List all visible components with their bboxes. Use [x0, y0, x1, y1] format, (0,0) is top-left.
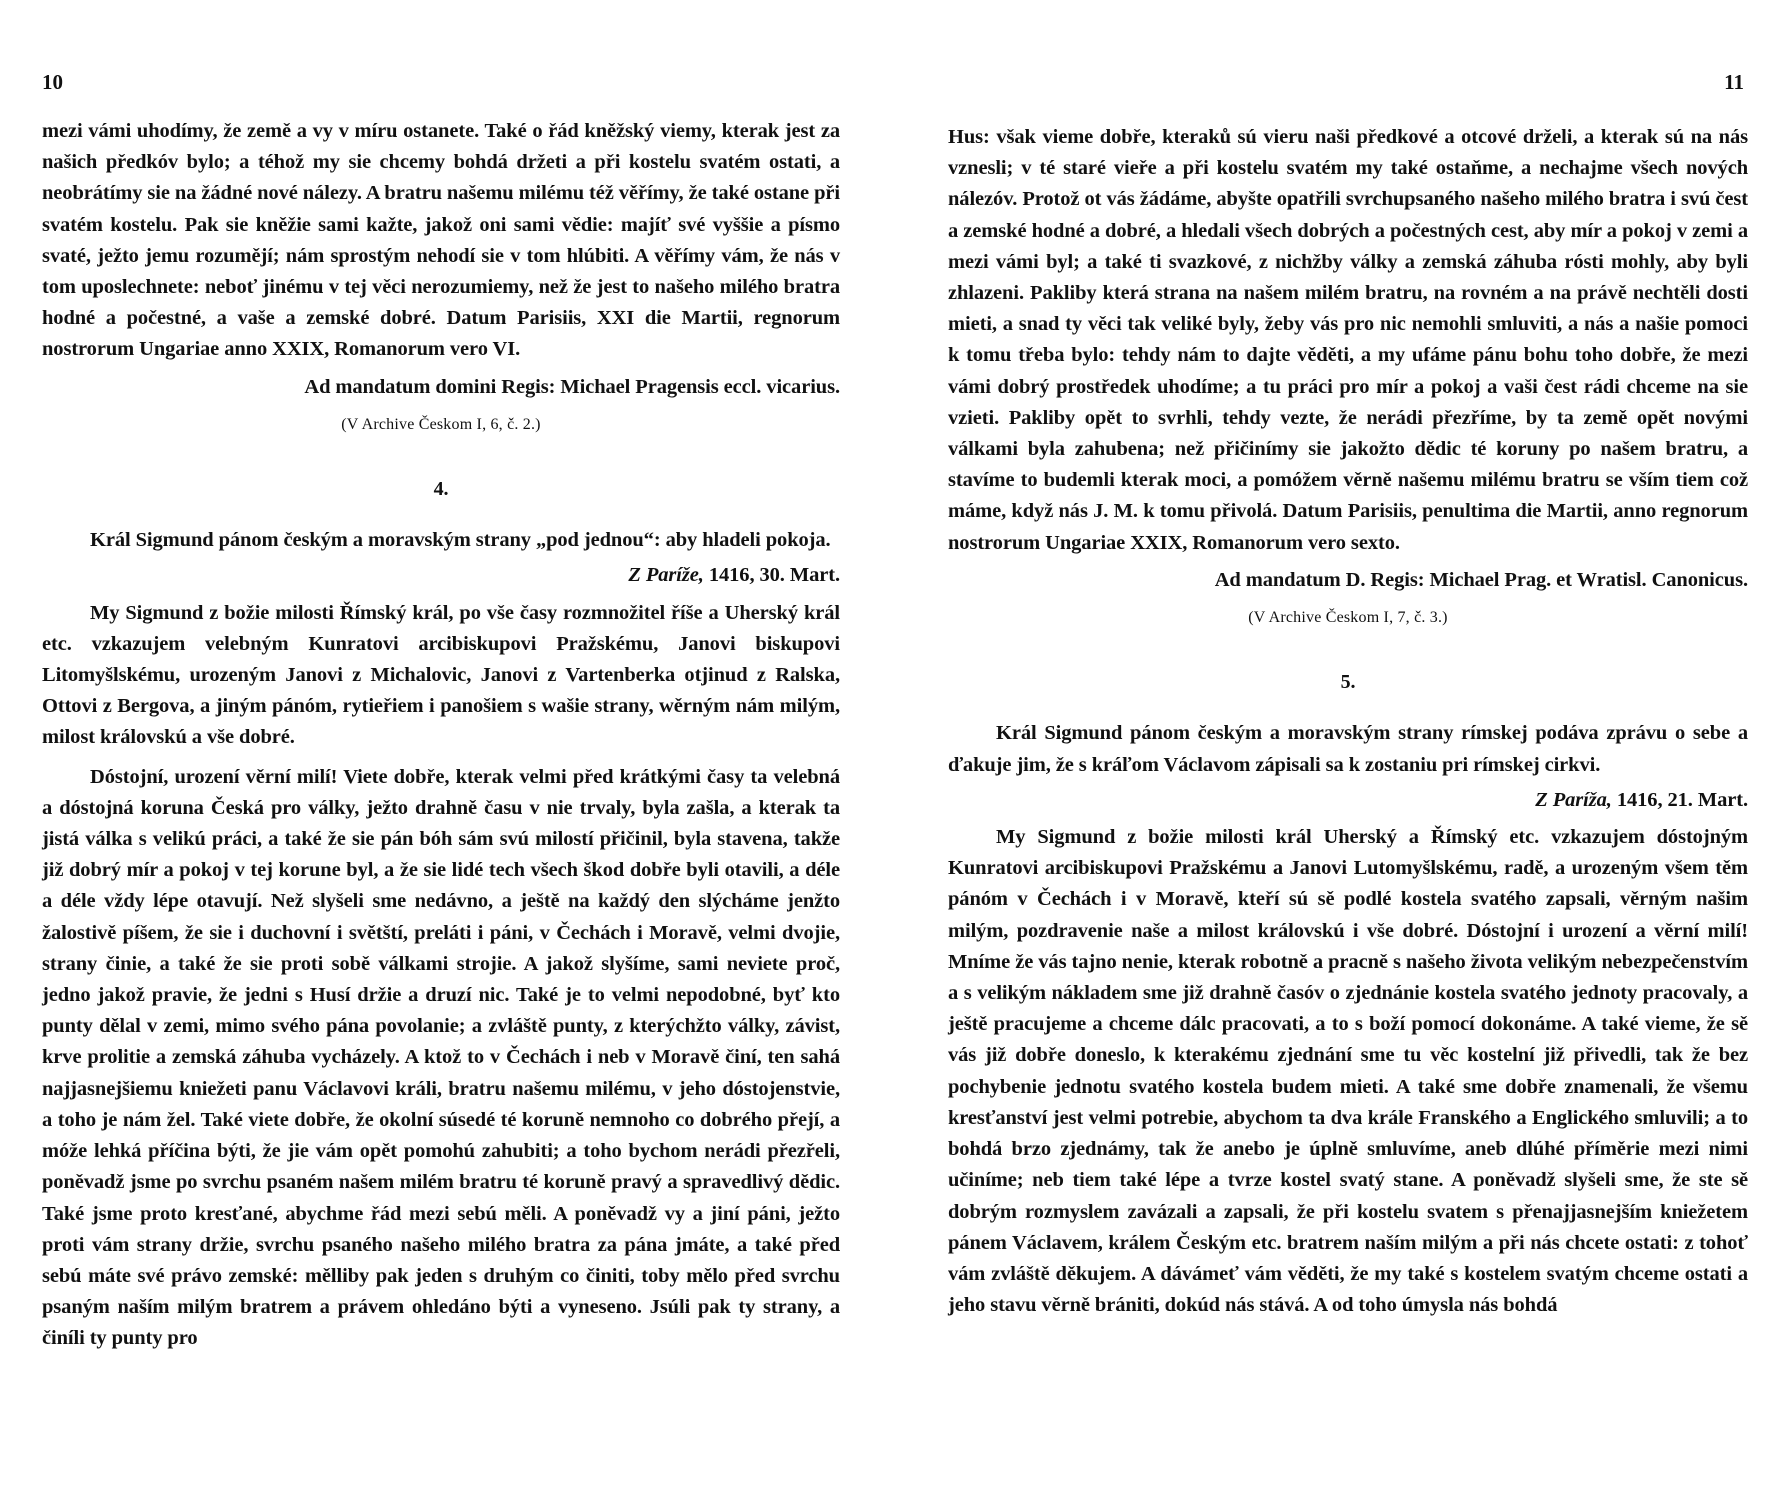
left-paragraph-2: My Sigmund z božie milosti Římský král, po vše časy rozmnožitel říše a Uherský král etc. vzkazujem velebným Kunratovi arcibiskupovi Pražskému, Janovi biskupovi Litomyšlskému, urozeným Janovi z Michalovic, Janovi z Vartenberka otjinud z Ralska, Ottovi z Bergova, a jiným pánóm, rytieřiem i panošiem s wašie strany, wěrným nám milým, milost královskú a vše dobré. — [42, 601, 840, 749]
left-signoff: Ad mandatum domini Regis: Michael Pragensis eccl. vicarius. — [304, 375, 840, 398]
right-paragraph-1: Hus: však vieme dobře, kteraků sú vieru naši předkové a otcové drželi, a kterak sú na nás vznesli; v té staré vieře a při kostelu svatém my také ostaňme, a nechajme všech nových nálezóv. Protož ot vás žádáme, abyšte opatřili svrchupsaného našeho milého bratra i svú čest a zemské hodné a dobré, a hledali všech dobrých a počestných cest, aby mír a pokoj v zemi a mezi vámi byl; a také ti svazkové, z nichžby války a zemská záhuba rósti mohly, aby byli zhlazeni. Pakliby která strana na našem milém bratru, na rovném a na právě nechtěli dosti mieti, a snad ty věci tak veliké byly, žeby vás pro nic nemohli smluviti, a nás a našie pomoci k tomu třeba bylo: tehdy nám to dajte věděti, a my ufáme pánu bohu toho dobře, že mezi vámi dobrý prostředek uhodíme; a tu práci pro mír a pokoj a vaši čest rádi chceme na sie vzieti. Pakliby opět to svrhli, tehdy vezte, že nerádi přezříme, by ta země opět novými válkami byla zahubena; než přičinímy sie jakožto dědic té koruny po našem bratru, a stavíme to budemli kterak moci, a pomóžem věrně našemu milému bratru se vším tiem což máme, když nás J. M. k tomu přivolá. Datum Parisiis, penultima die Martii, anno regnorum nostrorum Ungariae XXIX, Romanorum vero sexto. — [948, 126, 1748, 554]
document-number-5: 5. — [1340, 671, 1356, 694]
document-5-heading: Král Sigmund pánom českým a moravským strany rímskej podáva zprávu o sebe a ďakuje jim, že s kráľom Václavom zápisali sa k zostaniu pri rímskej cirkvi. — [948, 722, 1748, 776]
right-page-body — [948, 122, 1748, 1321]
page-number-right: 11 — [1724, 70, 1744, 94]
document-4-place-date — [42, 560, 840, 591]
left-page-body — [42, 116, 840, 1355]
document-5-date: 1416, 21. Mart. — [1616, 788, 1748, 811]
document-4-date: 1416, 30. Mart. — [708, 564, 840, 587]
document-5-place: Z Paríža, — [1535, 788, 1612, 811]
left-paragraph-1: mezi vámi uhodímy, že země a vy v míru ostanete. Také o řád kněžský viemy, kterak jest za našich předkóv bylo; a téhož my sie chcemy bohdá držeti a při kostelu svatém ostati, a neobrátímy sie na žádné nové nálezy. A bratru našemu milému též věřímy, že také ostane při svatém kostelu. Pak sie kněžie sami kažte, jakož oni sami vědie: majíť své vyššie a písmo svaté, ježto jemu rozumějí; nám sprostým nehodí sie v tom hlúbiti. A věřímy vám, že nás v tom uposlechnete: neboť jinému v tej věci nerozumiemy, než že jest to našeho milého bratra hodné a počestné, a vaše a zemské dobré. Datum Parisiis, XXI die Martii, regnorum nostrorum Ungariae anno XXIX, Romanorum vero VI. — [42, 120, 840, 361]
right-paragraph-2: My Sigmund z božie milosti král Uherský a Římský etc. vzkazujem dóstojným Kunratovi arcibiskupovi Pražskému a Janovi Lutomyšlskému, radě, a urozeným všem těm pánóm v Čechách i v Moravě, kteří sú sě podlé kostela svatého zapsali, věrným našim milým, pozdravenie naše a milost královskú i vše dobré. Dóstojní i urození a věrní milí! Mníme že vás tajno nenie, kterak robotně a pracně s našeho života velikým nebezpečenstvím a s velikým nákladem sme již drahně časóv o zjednánie kostela svatého jednoty pracovaly, a ještě pracujeme a chceme dálc pracovati, a to s boží pomocí dokonáme. A také vieme, že sě vás již dobře doneslo, k kterakému zjednání sme tu věc kostelní již přivedli, tak že bez pochybenie jednotu svatého kostela budem mieti. A také sme dobře znamenali, že všemu kresťanství jest velmi potrebie, abychom ta dva krále Franského a Englického smluvili; a to bohdá brzo zjednámy, tak že anebo je úplně smluvíme, aneb dlúhé příměrie mezi nimi učiníme; neb tiem také lépe a tvrze kostel svatý stane. A poněvadž slyšeli sme, že ste sě dobrým rozmyslem zavázali a zapsali, že při kostelu svatem s přenajjasnejším kniežetem pánem Václavem, králem Českým etc. bratrem naším milým a při nás chcete ostati: z tohoť vám zvláště děkujem. A dávámeť vám věděti, že my také s kostelem svatým chceme ostati a jeho stavu věrně brániti, dokúd nás stává. A od toho úmysla nás bohdá — [948, 826, 1748, 1317]
document-number-4: 4. — [433, 478, 449, 501]
left-source-citation: (V Archive Českom I, 6, č. 2.) — [341, 415, 541, 433]
document-4-place: Z Paríže, — [628, 564, 704, 587]
document-5-place-date — [948, 785, 1748, 816]
page-number-left: 10 — [42, 70, 63, 94]
document-4-heading: Král Sigmund pánom českým a moravským strany „pod jednou“: aby hladeli pokoja. — [90, 529, 831, 552]
left-paragraph-3: Dóstojní, urození věrní milí! Viete dobře, kterak velmi před krátkými časy ta velebná a dóstojná koruna Česká pro války, ježto drahně času v nie trvaly, byla zašla, a kterak ta jistá válka s velikú práci, a také že sie pán bóh sám svú milostí přičinil, byla stavena, takže již dobrý mír a pokoj v tej korune byl, a že sie lidé tech všech škod dobře byli otavili, a déle a déle vždy lépe otavují. Než slyšeli sme nedávno, a ještě na každý den slýcháme jenžto žalostivě píšem, že sie i duchovní i světští, preláti i páni, v Čechách i Moravě, velmi dvojie, strany činie, a také že sie proti sobě válkami strojie. A jakož slyšíme, sami neviete proč, jedno jakož pravie, že jedni s Husí držie a druzí nic. Také je to velmi nepodobné, byť kto punty dělal v zemi, mimo svého pána povolanie; a zvláště punty, z kterýchžto války, závist, krve prolitie a zemská záhuba vycházely. A ktož to v Čechách i neb v Moravě činí, ten sahá najjasnejšiemu kniežeti panu Václavovi králi, bratru našemu milému, v jeho dóstojenstvie, a toho je nám žel. Také viete dobře, že okolní súsedé té koruně nemnoho co dobrého přejí, a móže lehká příčina býti, že jie vám opět pomohú zahubiti; a toho bychom nerádi přezřeli, poněvadž jsme po svrchu psaném našem milém bratru té koruně pravý a spravedlivý dědic. Také jsme proto kresťané, abychme řád mezi sebú měli. A poněvadž vy a jiní páni, ježto proti vám strany držie, svrchu psaného našeho milého bratra za pána jmáte, a také před sebú máte své právo zemské: mělliby pak jeden s druhým co činiti, toby mělo před svrchu psaným naším milým bratrem a právem ohledáno býti a vyneseno. Jsúli pak ty strany, a činíli ty punty pro — [42, 765, 840, 1350]
right-signoff: Ad mandatum D. Regis: Michael Prag. et Wratisl. Canonicus. — [1214, 568, 1748, 591]
right-source-citation: (V Archive Českom I, 7, č. 3.) — [1248, 609, 1448, 627]
